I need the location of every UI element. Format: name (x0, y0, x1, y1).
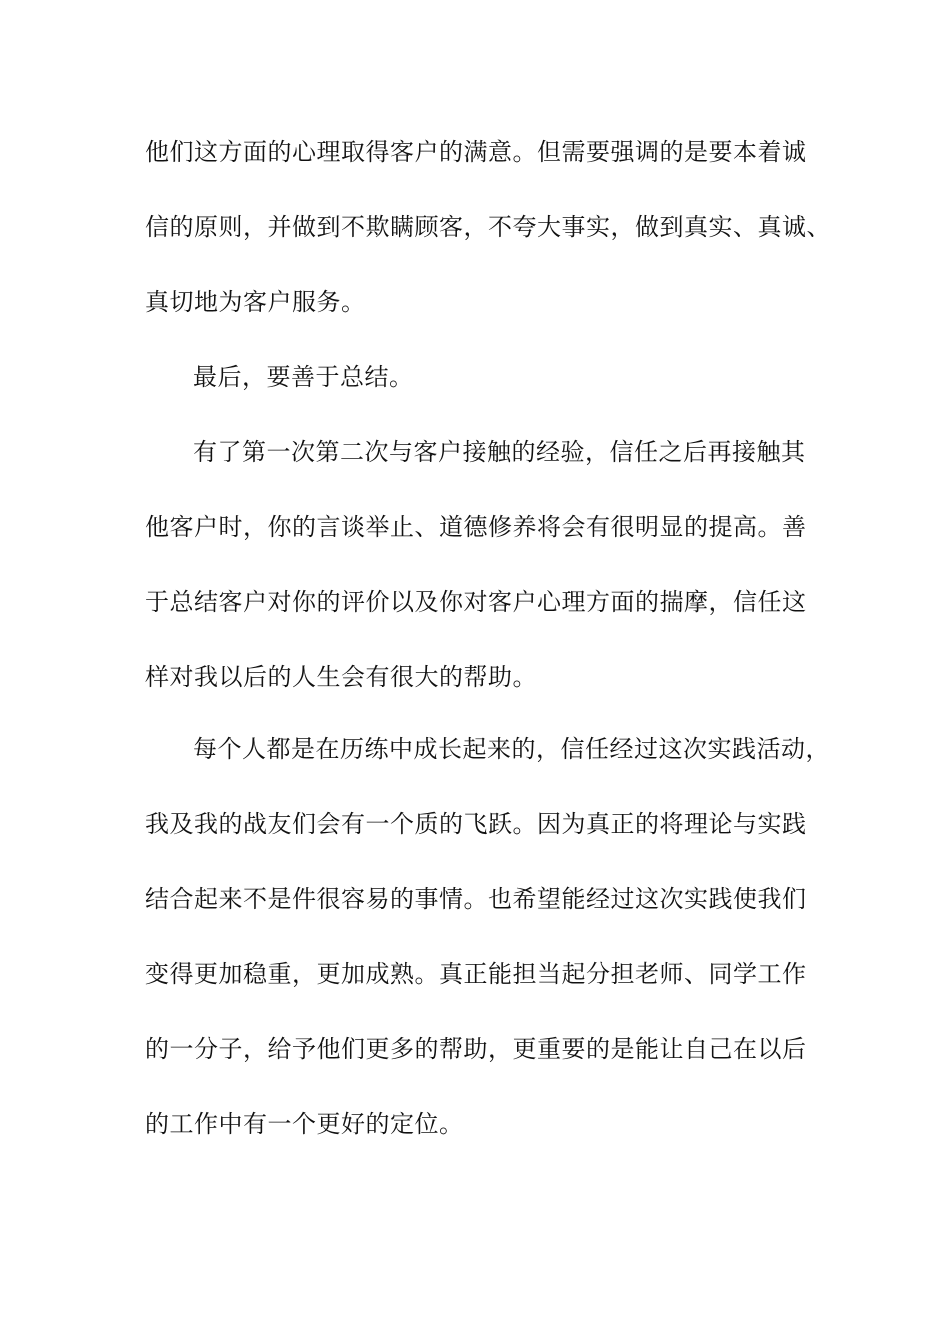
text-line: 每个人都是在历练中成长起来的，信任经过这次实践活动， (193, 735, 830, 763)
text-line: 样对我以后的人生会有很大的帮助。 (145, 663, 537, 691)
text-line: 他客户时，你的言谈举止、道德修养将会有很明显的提高。善 (145, 513, 807, 541)
text-line: 的工作中有一个更好的定位。 (145, 1110, 464, 1138)
text-line: 变得更加稳重，更加成熟。真正能担当起分担老师、同学工作 (145, 960, 807, 988)
text-line: 信的原则，并做到不欺瞒顾客，不夸大事实，做到真实、真诚、 (145, 213, 831, 241)
text-line: 真切地为客户服务。 (145, 288, 366, 316)
text-line: 的一分子，给予他们更多的帮助，更重要的是能让自己在以后 (145, 1035, 807, 1063)
text-line: 于总结客户对你的评价以及你对客户心理方面的揣摩，信任这 (145, 588, 807, 616)
text-line: 结合起来不是件很容易的事情。也希望能经过这次实践使我们 (145, 885, 807, 913)
text-line: 有了第一次第二次与客户接触的经验，信任之后再接触其 (193, 438, 806, 466)
text-line: 他们这方面的心理取得客户的满意。但需要强调的是要本着诚 (145, 138, 807, 166)
text-line: 我及我的战友们会有一个质的飞跃。因为真正的将理论与实践 (145, 810, 807, 838)
paragraph-heading: 最后，要善于总结。 (193, 363, 414, 391)
